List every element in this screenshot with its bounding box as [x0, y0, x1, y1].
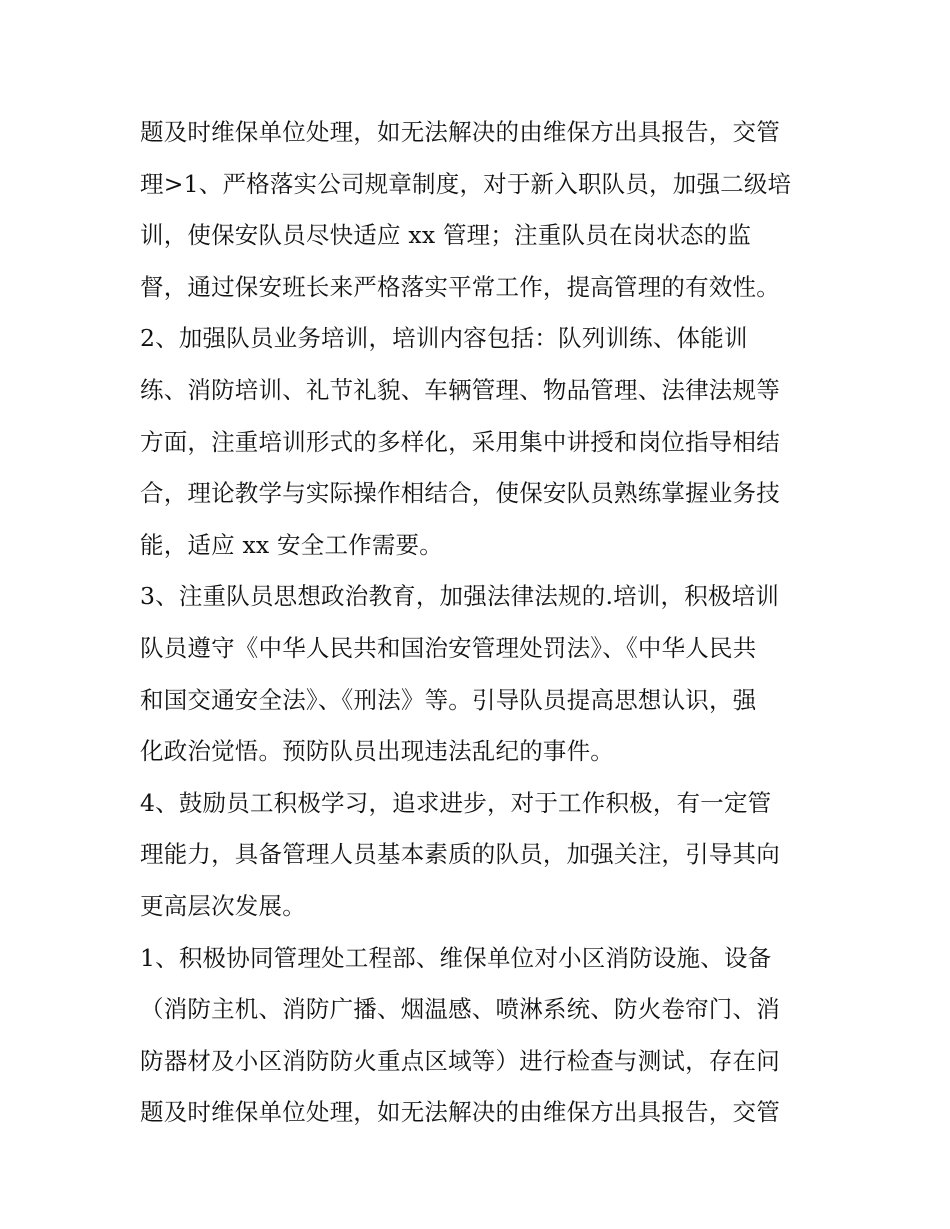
- text-line: 理能力，具备管理人员基本素质的队员，加强关注，引导其向: [140, 840, 780, 869]
- text-line: 3、注重队员思想政治教育，加强法律法规的.培训，积极培训: [140, 582, 780, 611]
- text-line: 合，理论教学与实际操作相结合，使保安队员熟练掌握业务技: [140, 479, 780, 508]
- text-line: 练、消防培训、礼节礼貌、车辆管理、物品管理、法律法规等: [140, 375, 780, 404]
- text-line: 理>1、严格落实公司规章制度，对于新入职队员，加强二级培: [140, 169, 792, 198]
- text-line: 更高层次发展。: [140, 891, 306, 920]
- text-line: （消防主机、消防广播、烟温感、喷淋系统、防火卷帘门、消: [140, 995, 780, 1024]
- text-line: 队员遵守《中华人民共和国治安管理处罚法》、《中华人民共: [140, 633, 757, 662]
- text-line: 训，使保安队员尽快适应 xx 管理；注重队员在岗状态的监: [140, 221, 752, 250]
- text-line: 化政治觉悟。预防队员出现违法乱纪的事件。: [140, 737, 614, 766]
- text-line: 题及时维保单位处理，如无法解决的由维保方出具报告，交管: [140, 118, 780, 146]
- text-line: 1、积极协同管理处工程部、维保单位对小区消防设施、设备: [140, 943, 772, 972]
- text-line: 4、鼓励员工积极学习，追求进步，对于工作积极，有一定管: [140, 788, 772, 817]
- text-line: 防器材及小区消防防火重点区域等）进行检查与测试，存在问: [140, 1046, 780, 1075]
- text-line: 督，通过保安班长来严格落实平常工作，提高管理的有效性。: [140, 272, 780, 301]
- text-line: 能，适应 xx 安全工作需要。: [140, 530, 443, 559]
- text-line: 方面，注重培训形式的多样化，采用集中讲授和岗位指导相结: [140, 427, 780, 456]
- text-line: 题及时维保单位处理，如无法解决的由维保方出具报告，交管: [140, 1098, 780, 1127]
- text-line: 和国交通安全法》、《刑法》等。引导队员提高思想认识，强: [140, 685, 757, 714]
- document-body: [140, 107, 820, 1139]
- text-line: 2、加强队员业务培训，培训内容包括：队列训练、体能训: [140, 324, 748, 353]
